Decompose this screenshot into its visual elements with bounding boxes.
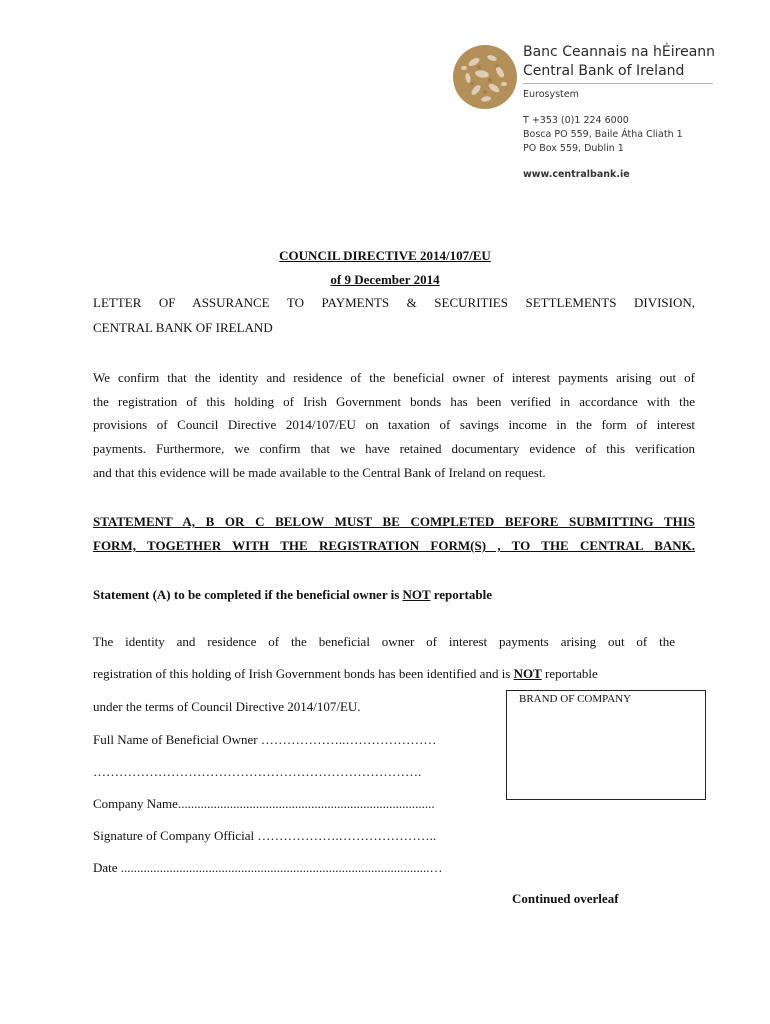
statement-a-title-suffix: reportable [430,587,492,602]
statement-a-line-2-not: NOT [513,666,542,681]
central-bank-logo [452,44,518,110]
instruction-line-2: FORM, TOGETHER WITH THE REGISTRATION FORM(S) , TO THE CENTRAL BANK. [93,538,695,553]
statement-a-line-2 [93,666,598,682]
directive-title: COUNCIL DIRECTIVE 2014/107/EU [279,248,491,263]
bank-name-english: Central Bank of Ireland [523,63,685,79]
bank-name-irish: Banc Ceannais na hÉireann [523,44,716,60]
signature-field[interactable]: Signature of Company Official ……………….………………….. [93,828,437,843]
continued-overleaf: Continued overleaf [512,891,619,906]
website-link[interactable]: www.centralbank.ie [523,169,630,180]
letter-title-line-1: LETTER OF ASSURANCE TO PAYMENTS & SECURITIES SETTLEMENTS DIVISION, [93,295,695,310]
instruction-line-1: STATEMENT A, B OR C BELOW MUST BE COMPLETED BEFORE SUBMITTING THIS [93,514,695,529]
full-name-field-continued[interactable]: …………………………………………………………………. [93,764,422,779]
statement-a-line-2-prefix: registration of this holding of Irish Government bonds has been identified and is [93,666,514,681]
eurosystem-label: Eurosystem [523,89,579,100]
confirm-paragraph-line: payments. Furthermore, we confirm that we have retained documentary evidence of this verification [93,441,695,456]
company-name-field[interactable]: Company Name............................................................................... [93,796,435,811]
statement-a-title-prefix: Statement (A) to be completed if the beneficial owner is [93,587,403,602]
statement-a-title [93,587,492,603]
letter-title-line-2: CENTRAL BANK OF IRELAND [93,320,273,335]
brand-of-company-label: BRAND OF COMPANY [519,693,632,705]
statement-a-line-2-suffix: reportable [541,666,598,681]
brand-of-company-box[interactable] [506,690,706,800]
date-field[interactable]: Date ...............................................................................................… [93,860,443,875]
phone-number: T +353 (0)1 224 6000 [523,115,629,126]
letterhead-divider [523,83,713,84]
confirm-paragraph-line: We confirm that the identity and residence of the beneficial owner of interest payments arising out of [93,370,695,385]
address-irish: Bosca PO 559, Baile Átha Cliath 1 [523,129,683,140]
confirm-paragraph-line: and that this evidence will be made available to the Central Bank of Ireland on request. [93,465,546,480]
statement-a-line-3: under the terms of Council Directive 2014/107/EU. [93,699,361,714]
confirm-paragraph-line: the registration of this holding of Irish Government bonds has been verified in accordance with the [93,394,695,409]
confirm-paragraph-line: provisions of Council Directive 2014/107/EU on taxation of savings income in the form of interest [93,417,695,432]
full-name-field[interactable]: Full Name of Beneficial Owner ………………..………………… [93,732,437,747]
address-english: PO Box 559, Dublin 1 [523,143,624,154]
statement-a-line-1: The identity and residence of the beneficial owner of interest payments arising out of the [93,634,675,649]
statement-a-title-not: NOT [402,587,431,602]
directive-date: of 9 December 2014 [330,272,440,287]
